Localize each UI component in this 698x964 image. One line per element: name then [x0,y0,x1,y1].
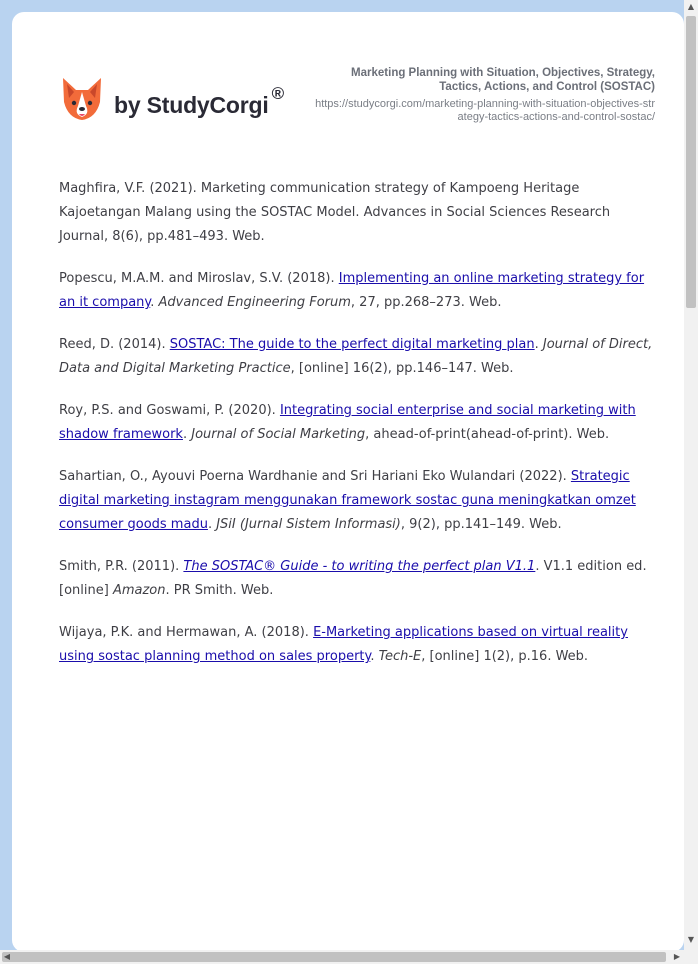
reference-details: , [online] 16(2), pp.146–147. Web. [290,361,514,376]
reference-details: , 27, pp.268–273. Web. [350,295,502,310]
reference-link[interactable]: The SOSTAC® Guide - to writing the perfect plan V1.1 [183,559,536,574]
reference-authors-year: Wijaya, P.K. and Hermawan, A. (2018). [59,625,314,640]
reference-entry [59,465,659,537]
reference-entry [59,333,659,381]
scroll-up-icon[interactable]: ▲ [687,2,695,11]
reference-separator: . [370,649,379,664]
brand-name: by StudyCorgi ® [114,84,284,118]
horizontal-scrollbar[interactable] [0,950,698,964]
reference-link[interactable]: Strategic digital marketing instagram menggunakan framework sostac guna meningkatkan omzet consumer goods madu [59,469,636,532]
reference-authors-year: Roy, P.S. and Goswami, P. (2020). [59,403,280,418]
reference-entry [59,621,659,669]
reference-authors-year: Popescu, M.A.M. and Miroslav, S.V. (2018). [59,271,339,286]
reference-separator: . [534,337,543,352]
reference-journal: Amazon [112,583,166,598]
reference-journal: Journal of Social Marketing [191,427,366,442]
reference-details: . PR Smith. Web. [165,583,274,598]
document-header [315,66,655,124]
reference-separator: . [150,295,159,310]
reference-authors-year: Smith, P.R. (2011). [59,559,184,574]
corgi-icon [60,76,104,122]
reference-list [59,177,659,687]
scroll-right-icon[interactable]: ▶ [673,952,681,961]
reference-link[interactable]: SOSTAC: The guide to the perfect digital marketing plan [169,337,535,352]
reference-journal: JSiI (Jurnal Sistem Informasi) [216,517,401,532]
reference-details: , 9(2), pp.141–149. Web. [400,517,562,532]
reference-authors-year: Reed, D. (2014). [59,337,170,352]
document-page [12,12,684,952]
reference-separator: . [182,427,192,442]
document-title: Marketing Planning with Situation, Objectives, Strategy, Tactics, Actions, and Control (SOSTAC) [351,67,655,93]
reference-authors-year: Sahartian, O., Ayouvi Poerna Wardhanie and Sri Hariani Eko Wulandari (2022). [59,469,571,484]
reference-journal: Advanced Engineering Forum [158,295,351,310]
reference-link[interactable]: Implementing an online marketing strategy for an it company [59,271,645,310]
reference-details: , [online] 1(2), p.16. Web. [421,649,589,664]
reference-entry [59,177,659,249]
scroll-left-icon[interactable]: ◀ [3,952,11,961]
reference-separator: . V1.1 edition ed. [online] [59,559,647,598]
studycorgi-logo[interactable] [60,76,320,136]
vertical-scrollbar[interactable] [684,0,698,950]
reference-separator: . [207,517,217,532]
reference-entry [59,399,659,447]
document-url[interactable]: https://studycorgi.com/marketing-planning-with-situation-objectives-strategy-tactics-actions-and-control-sostac/ [315,98,655,123]
reference-link[interactable]: E-Marketing applications based on virtual reality using sostac planning method on sales property [59,625,628,664]
reference-entry [59,555,659,603]
vertical-scroll-thumb[interactable] [686,16,696,308]
reference-entry [59,267,659,315]
reference-authors-year: Maghfira, V.F. (2021). Marketing communication strategy of Kampoeng Heritage Kajoetangan Malang using the SOSTAC Model. Advances in Social Sciences Research Journal, 8(6), pp.481–493. Web. [59,181,611,244]
reference-link[interactable]: Integrating social enterprise and social marketing with shadow framework [59,403,636,442]
horizontal-scroll-thumb[interactable] [2,952,666,962]
reference-journal: Tech-E [378,649,422,664]
scroll-down-icon[interactable]: ▼ [687,935,695,944]
reference-journal: Journal of Direct, Data and Digital Marketing Practice [59,337,653,376]
reference-details: , ahead-of-print(ahead-of-print). Web. [365,427,610,442]
